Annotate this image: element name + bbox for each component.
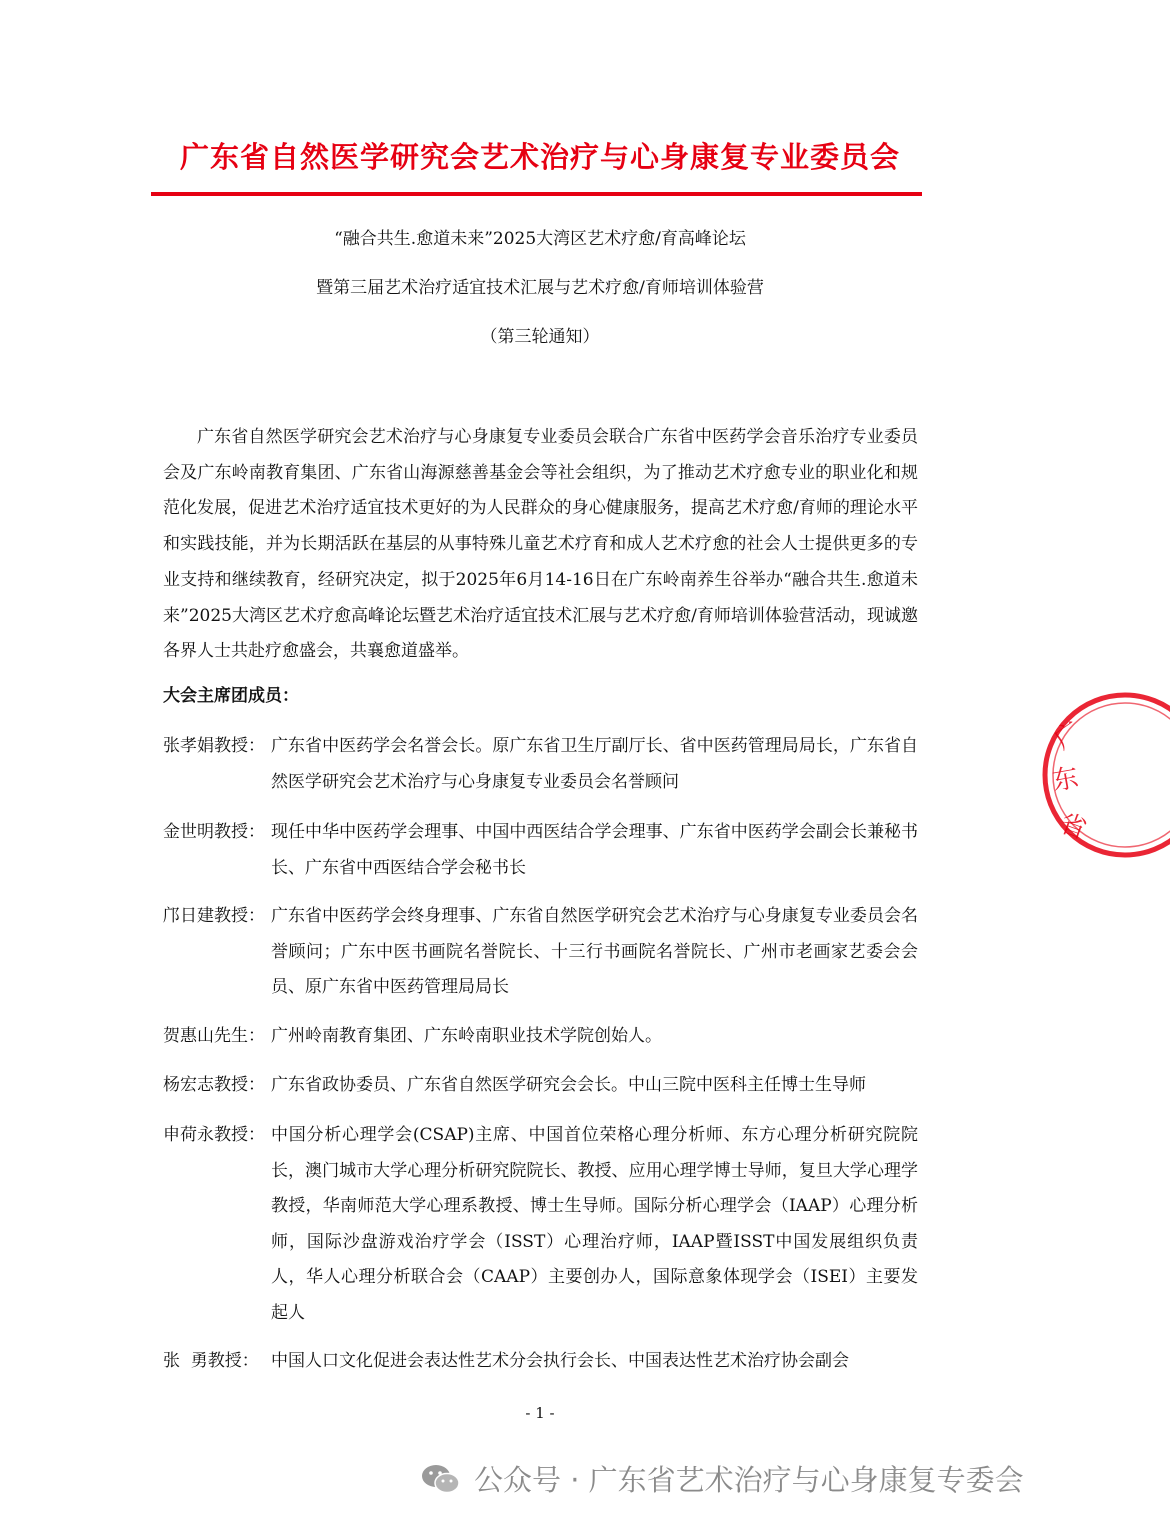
svg-text:东: 东	[1050, 762, 1081, 797]
member-name: 邝日建教授：	[163, 906, 265, 926]
footer-watermark	[420, 1458, 1024, 1499]
subtitle-line-2: 暨第三届艺术治疗适宜技术汇展与艺术疗愈/育师培训体验营	[316, 278, 764, 298]
page-number: - 1 -	[525, 1404, 555, 1422]
header-divider	[151, 192, 922, 196]
intro-paragraph: 广东省自然医学研究会艺术治疗与心身康复专业委员会联合广东省中医药学会音乐治疗专业委员会及广东岭南教育集团、广东省山海源慈善基金会等社会组织，为了推动艺术疗愈专业的职业化和规范化发展，促进艺术治疗适宜技术更好的为人民群众的身心健康服务，提高艺术疗愈/育师的理论水平和实践技能，并为长期活跃在基层的从事特殊儿童艺术疗育和成人艺术疗愈的社会人士提供更多的专业支持和继续教育，经研究决定，拟于2025年6月14-16日在广东岭南养生谷举办“融合共生.愈道未来”2025大湾区艺术疗愈高峰论坛暨艺术治疗适宜技术汇展与艺术疗愈/育师培训体验营活动，现诚邀各界人士共赴疗愈盛会，共襄愈道盛举。	[163, 427, 918, 662]
member-name: 张孝娟教授：	[163, 736, 265, 756]
member-name: 贺惠山先生：	[163, 1026, 265, 1046]
member-entry	[163, 815, 918, 886]
member-description: 现任中华中医药学会理事、中国中西医结合学会理事、广东省中医药学会副会长兼秘书长、广东省中西医结合学会秘书长	[271, 822, 918, 878]
member-entry	[163, 1118, 918, 1331]
official-seal	[1040, 690, 1170, 860]
member-description: 中国分析心理学会(CSAP)主席、中国首位荣格心理分析师、东方心理分析研究院院长，澳门城市大学心理分析研究院院长、教授、应用心理学博士导师，复旦大学心理学教授，华南师范大学心理系教授、博士生导师。国际分析心理学会（IAAP）心理分析师，国际沙盘游戏治疗学会（ISST）心理治疗师，IAAP暨ISST中国发展组织负责人，华人心理分析联合会（CAAP）主要创办人，国际意象体现学会（ISEI）主要发起人	[271, 1125, 918, 1323]
subtitle-line-3: （第三轮通知）	[480, 327, 600, 347]
footer-text: 公众号 · 广东省艺术治疗与心身康复专委会	[474, 1463, 1024, 1497]
member-description: 广东省中医药学会名誉会长。原广东省卫生厅副厅长、省中医药管理局局长，广东省自然医学研究会艺术治疗与心身康复专业委员会名誉顾问	[271, 736, 918, 792]
member-description: 广东省中医药学会终身理事、广东省自然医学研究会艺术治疗与心身康复专业委员会名誉顾问；广东中医书画院名誉院长、十三行书画院名誉院长、广州市老画家艺委会会员、原广东省中医药管理局局长	[271, 906, 918, 997]
member-name: 申荷永教授：	[163, 1125, 265, 1145]
section-heading: 大会主席团成员：	[163, 686, 299, 706]
member-description: 广东省政协委员、广东省自然医学研究会会长。中山三院中医科主任博士生导师	[271, 1075, 866, 1095]
subtitle-line-1: “融合共生.愈道未来”2025大湾区艺术疗愈/育高峰论坛	[334, 229, 746, 249]
member-entry	[163, 1068, 918, 1104]
member-entry	[163, 729, 918, 800]
member-entry	[163, 1019, 918, 1055]
member-name: 金世明教授：	[163, 822, 265, 842]
member-entry	[163, 1344, 918, 1380]
member-name: 张 勇教授：	[163, 1351, 259, 1371]
member-name: 杨宏志教授：	[163, 1075, 265, 1095]
header-title: 广东省自然医学研究会艺术治疗与心身康复专业委员会	[179, 140, 900, 174]
member-entry	[163, 899, 918, 1006]
member-description: 广州岭南教育集团、广东岭南职业技术学院创始人。	[271, 1026, 662, 1046]
svg-text:广: 广	[1048, 716, 1088, 756]
wechat-icon	[420, 1462, 462, 1496]
member-description: 中国人口文化促进会表达性艺术分会执行会长、中国表达性艺术治疗协会副会	[271, 1351, 849, 1371]
svg-text:省: 省	[1055, 808, 1091, 846]
